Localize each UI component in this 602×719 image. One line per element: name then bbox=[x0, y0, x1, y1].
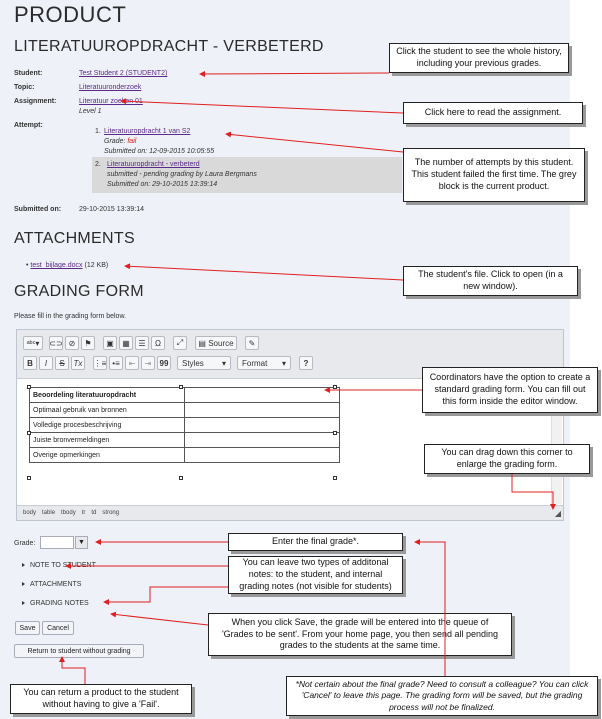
callout-save: When you click Save, the grade will be entered into the queue of 'Grades to be sent'. From your home page, you then send all pending grades to the students at the same time. bbox=[208, 613, 512, 656]
strike-button[interactable]: S bbox=[55, 356, 69, 370]
maximize-icon[interactable]: ⤢ bbox=[173, 336, 187, 350]
attachment-item bbox=[26, 262, 108, 269]
spellcheck-button[interactable]: ᵃᵇᶜ▾ bbox=[23, 336, 43, 350]
format-label: Format bbox=[242, 358, 268, 368]
save-button[interactable]: Save bbox=[15, 621, 40, 635]
attempt-2-submitted: Submitted on: 29-10-2015 13:39:14 bbox=[107, 181, 218, 188]
callout-grade: Enter the final grade*. bbox=[228, 533, 403, 551]
resize-handle[interactable] bbox=[333, 476, 337, 480]
table-cell[interactable] bbox=[185, 448, 340, 463]
paste-format-icon[interactable]: ✎ bbox=[245, 336, 259, 350]
student-link[interactable]: Test Student 2 (STUDENT2) bbox=[79, 70, 168, 77]
attempt-2-status: submitted - pending grading by Laura Bergmans bbox=[107, 171, 257, 178]
product-title: LITERATUUROPDRACHT - VERBETERD bbox=[14, 38, 324, 55]
attachments-toggle[interactable] bbox=[22, 581, 81, 588]
attempt-2-link[interactable]: Literatuuropdracht - verbeterd bbox=[107, 161, 200, 168]
source-button[interactable] bbox=[195, 336, 237, 350]
clear-format-button[interactable]: Tx bbox=[71, 356, 85, 370]
chevron-down-icon[interactable]: ▼ bbox=[75, 536, 88, 549]
table-row bbox=[30, 403, 340, 418]
attempt-1-number: 1. bbox=[95, 128, 101, 135]
attachment-file-link[interactable]: test_bijlage.docx bbox=[30, 262, 83, 269]
resize-handle[interactable] bbox=[27, 385, 31, 389]
indent-icon[interactable]: ⇥ bbox=[141, 356, 155, 370]
path-tbody[interactable]: tbody bbox=[61, 510, 76, 516]
link-icon[interactable]: ⊂⊃ bbox=[49, 336, 63, 350]
blockquote-button[interactable]: 99 bbox=[157, 356, 171, 370]
student-label: Student: bbox=[14, 70, 43, 77]
resize-handle[interactable] bbox=[27, 431, 31, 435]
resize-handle[interactable] bbox=[333, 431, 337, 435]
assignment-link[interactable]: Literatuur zoeken 01 bbox=[79, 98, 143, 105]
callout-file: The student's file. Click to open (in a new window). bbox=[403, 266, 578, 296]
cancel-button[interactable]: Cancel bbox=[42, 621, 74, 635]
table-row bbox=[30, 418, 340, 433]
rich-text-editor[interactable] bbox=[16, 329, 564, 521]
path-table[interactable]: table bbox=[42, 510, 56, 516]
grading-table[interactable] bbox=[29, 387, 340, 463]
chevron-down-icon: ▾ bbox=[221, 358, 226, 368]
editor-statusbar bbox=[17, 505, 563, 520]
table-row bbox=[30, 433, 340, 448]
table-cell[interactable]: Volledige procesbeschrijving bbox=[30, 418, 185, 433]
callout-footnote: *Not certain about the final grade? Need to consult a colleague? You can click 'Cancel' to leave this page. The grading form will be saved, but the grading process will not be finalized. bbox=[286, 676, 598, 716]
horizontal-line-icon[interactable]: ☰ bbox=[135, 336, 149, 350]
path-tr[interactable]: tr bbox=[81, 510, 86, 516]
grading-form-heading: GRADING FORM bbox=[14, 283, 144, 300]
attempt-1-submitted: Submitted on: 12-09-2015 10:05:55 bbox=[104, 148, 215, 155]
table-cell[interactable] bbox=[185, 418, 340, 433]
table-cell[interactable]: Juiste bronvermeldingen bbox=[30, 433, 185, 448]
callout-form: Coordinators have the option to create a standard grading form. You can fill out this form inside the editor window. bbox=[422, 367, 598, 413]
caret-right-icon bbox=[22, 563, 25, 567]
grading-notes-label: GRADING NOTES bbox=[30, 600, 89, 607]
table-cell[interactable] bbox=[185, 433, 340, 448]
unlink-icon[interactable]: ⊘ bbox=[65, 336, 79, 350]
table-row bbox=[30, 388, 340, 403]
callout-assignment: Click here to read the assignment. bbox=[403, 102, 583, 124]
grading-notes-toggle[interactable] bbox=[22, 600, 89, 607]
attempt-1-link[interactable]: Literatuuropdracht 1 van S2 bbox=[104, 128, 191, 135]
attempt-1-grade-label: Grade: bbox=[104, 138, 126, 145]
attachment-file-size: (12 KB) bbox=[84, 262, 109, 269]
callout-attempts: The number of attempts by this student. This student failed the first time. The grey block is the current product. bbox=[403, 148, 585, 202]
assignment-label: Assignment: bbox=[14, 98, 57, 105]
attempt-1-grade bbox=[104, 138, 136, 145]
table-icon[interactable]: ▦ bbox=[119, 336, 133, 350]
grade-select[interactable] bbox=[40, 536, 74, 549]
topic-label: Topic: bbox=[14, 84, 35, 91]
attachments-heading: ATTACHMENTS bbox=[14, 230, 135, 247]
attempt-label: Attempt: bbox=[14, 122, 43, 129]
anchor-flag-icon[interactable]: ⚑ bbox=[81, 336, 95, 350]
attempt-2-number: 2. bbox=[95, 161, 101, 168]
callout-drag: You can drag down this corner to enlarge the grading form. bbox=[424, 444, 590, 474]
grade-label: Grade: bbox=[14, 540, 36, 547]
assignment-level: Level 1 bbox=[79, 108, 102, 115]
submitted-value: 29-10-2015 13:39:14 bbox=[79, 206, 144, 213]
resize-handle[interactable] bbox=[179, 385, 183, 389]
outdent-icon[interactable]: ⇤ bbox=[125, 356, 139, 370]
table-cell[interactable]: Overige opmerkingen bbox=[30, 448, 185, 463]
chevron-down-icon: ▾ bbox=[281, 358, 286, 368]
numbered-list-icon[interactable]: ⋮≡ bbox=[93, 356, 107, 370]
resize-handle[interactable] bbox=[333, 385, 337, 389]
bold-button[interactable]: B bbox=[23, 356, 37, 370]
help-button[interactable]: ? bbox=[299, 356, 313, 370]
resize-handle[interactable] bbox=[27, 476, 31, 480]
topic-link[interactable]: Literatuuronderzoek bbox=[79, 84, 142, 91]
attempt-1-grade-value: fail bbox=[127, 138, 137, 145]
submitted-label: Submitted on: bbox=[14, 206, 62, 213]
callout-return: You can return a product to the student without having to give a 'Fail'. bbox=[10, 684, 192, 714]
caret-right-icon bbox=[22, 601, 25, 605]
table-cell[interactable]: Optimaal gebruik van bronnen bbox=[30, 403, 185, 418]
special-char-icon[interactable]: Ω bbox=[151, 336, 165, 350]
callout-notes: You can leave two types of additonal notes: to the student, and internal grading notes (not visible for students) bbox=[228, 556, 403, 594]
note-to-student-toggle[interactable] bbox=[22, 562, 96, 569]
path-strong[interactable]: strong bbox=[102, 510, 120, 516]
resize-handle[interactable] bbox=[179, 476, 183, 480]
styles-label: Styles bbox=[182, 358, 204, 368]
attachments-label: ATTACHMENTS bbox=[30, 581, 82, 588]
table-cell[interactable] bbox=[185, 388, 340, 403]
table-row bbox=[30, 448, 340, 463]
callout-student: Click the student to see the whole history, including your previous grades. bbox=[389, 43, 569, 73]
format-dropdown[interactable] bbox=[237, 356, 291, 370]
table-cell[interactable]: Beoordeling literatuuropdracht bbox=[30, 388, 185, 403]
resize-corner-icon[interactable]: ◢ bbox=[554, 509, 561, 518]
bullet-icon: • bbox=[26, 262, 29, 269]
return-without-grading-button[interactable]: Return to student without grading bbox=[14, 644, 144, 658]
styles-dropdown[interactable] bbox=[177, 356, 231, 370]
bullet-list-icon[interactable]: •≡ bbox=[109, 356, 123, 370]
path-td[interactable]: td bbox=[91, 510, 97, 516]
source-icon: ▤ bbox=[198, 338, 209, 348]
table-cell[interactable] bbox=[185, 403, 340, 418]
path-body[interactable]: body bbox=[23, 510, 37, 516]
source-label: Source bbox=[208, 338, 234, 348]
note-to-student-label: NOTE TO STUDENT bbox=[30, 562, 96, 569]
caret-right-icon bbox=[22, 582, 25, 586]
page-title: PRODUCT bbox=[14, 2, 127, 27]
image-icon[interactable]: ▣ bbox=[103, 336, 117, 350]
grading-instruction: Please fill in the grading form below. bbox=[14, 313, 127, 320]
italic-button[interactable]: I bbox=[39, 356, 53, 370]
